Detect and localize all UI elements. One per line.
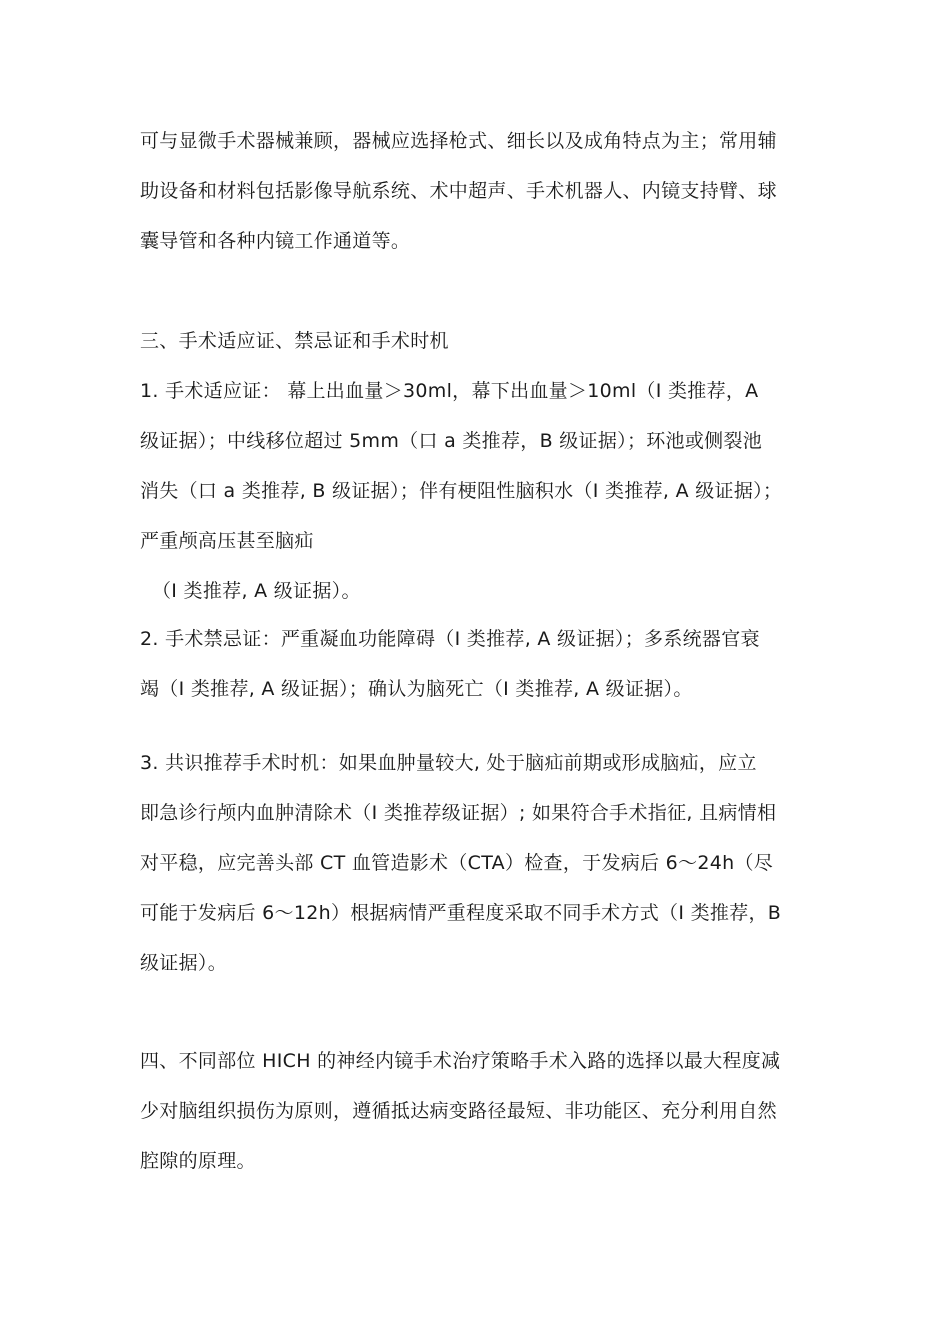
text-line: 即急诊行颅内血肿清除术（I 类推荐级证据）; 如果符合手术指征, 且病情相 bbox=[140, 802, 777, 824]
text-line: 可能于发病后 6～12h）根据病情严重程度采取不同手术方式（I 类推荐，B bbox=[140, 902, 782, 924]
text-line: 级证据）。 bbox=[140, 952, 228, 974]
text-line: 四、不同部位 HICH 的神经内镜手术治疗策略手术入路的选择以最大程度减 bbox=[140, 1050, 781, 1072]
text-line: 1. 手术适应证： 幕上出血量＞30ml，幕下出血量＞10ml（I 类推荐，A bbox=[140, 380, 759, 402]
text-line: 2. 手术禁忌证：严重凝血功能障碍（I 类推荐, A 级证据）；多系统器官衰 bbox=[140, 628, 760, 650]
section-heading-3 bbox=[140, 316, 812, 366]
paragraph-intro bbox=[140, 116, 812, 266]
text-line: 囊导管和各种内镜工作通道等。 bbox=[140, 230, 411, 252]
text-line: 少对脑组织损伤为原则，遵循抵达病变路径最短、非功能区、充分利用自然 bbox=[140, 1100, 777, 1122]
text-line: 腔隙的原理。 bbox=[140, 1150, 256, 1172]
text-line: 级证据）；中线移位超过 5mm（口 a 类推荐，B 级证据）；环池或侧裂池 bbox=[140, 430, 763, 452]
text-line: 3. 共识推荐手术时机：如果血肿量较大, 处于脑疝前期或形成脑疝，应立 bbox=[140, 752, 757, 774]
paragraph-item-3 bbox=[140, 738, 812, 988]
paragraph-section-4 bbox=[140, 1036, 812, 1186]
paragraph-item-2 bbox=[140, 614, 812, 714]
paragraph-item-1-tail bbox=[152, 566, 824, 616]
paragraph-item-1 bbox=[140, 366, 812, 566]
text-line: 对平稳，应完善头部 CT 血管造影术（CTA）检查，于发病后 6～24h（尽 bbox=[140, 852, 774, 874]
text-line: 三、手术适应证、禁忌证和手术时机 bbox=[140, 330, 449, 352]
text-line: 消失（口 a 类推荐, B 级证据）；伴有梗阻性脑积水（I 类推荐, A 级证据）； bbox=[140, 480, 783, 502]
text-line: 严重颅高压甚至脑疝 bbox=[140, 530, 314, 552]
text-line: 助设备和材料包括影像导航系统、术中超声、手术机器人、内镜支持臂、球 bbox=[140, 180, 777, 202]
text-line: （I 类推荐, A 级证据）。 bbox=[152, 580, 361, 602]
text-line: 可与显微手术器械兼顾，器械应选择枪式、细长以及成角特点为主；常用辅 bbox=[140, 130, 777, 152]
text-line: 竭（I 类推荐, A 级证据）；确认为脑死亡（I 类推荐, A 级证据）。 bbox=[140, 678, 693, 700]
